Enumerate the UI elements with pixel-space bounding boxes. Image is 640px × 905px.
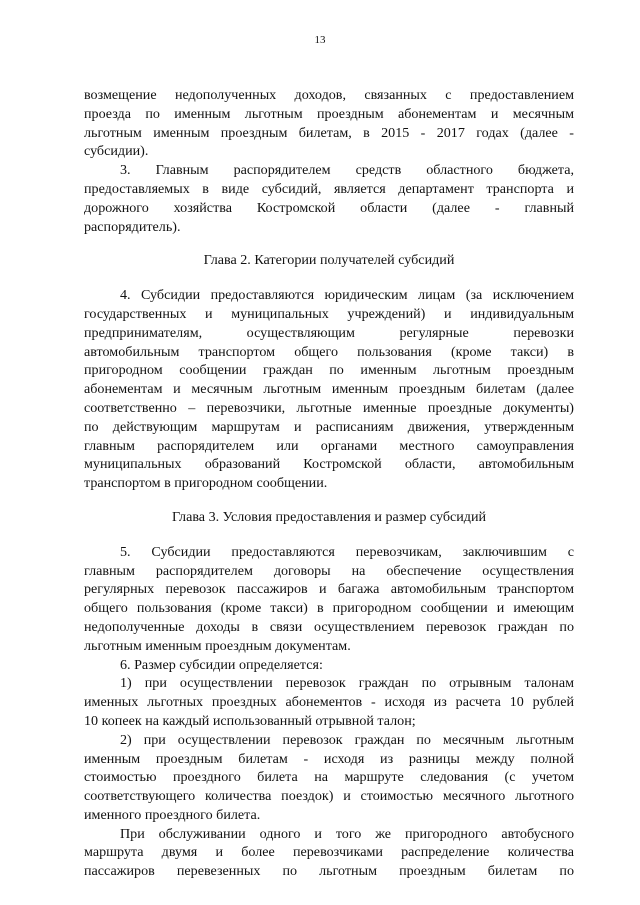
text-line: автомобильным транспортом общего пользования (кроме такси) в	[84, 343, 574, 360]
list-item-2	[84, 731, 574, 825]
text-line: пригородном сообщении граждан по именным льготным проездным	[84, 362, 574, 379]
text-line: 4. Субсидии предоставляются юридическим лицам (за исключением	[120, 287, 574, 304]
text-line: субсидии).	[84, 143, 149, 160]
text-line: льготным именным проездным документам.	[84, 637, 351, 654]
text-line: именных льготных проездных абонементов - исходя из расчета 10 рублей	[84, 694, 574, 711]
text-line: При обслуживании одного и того же пригородного автобусного	[120, 825, 574, 842]
text-line: возмещение недополученных доходов, связанных с предоставлением	[84, 87, 574, 103]
paragraph-clause-3	[84, 161, 574, 236]
text-line: именным проездным билетам - исходя из разницы между полной	[84, 750, 574, 767]
text-line: транспортом в пригородном сообщении.	[84, 475, 328, 492]
text-line: по действующим маршрутам и расписаниям движения, утвержденным	[84, 418, 574, 435]
paragraph-route-servicing	[84, 825, 574, 881]
text-line: стоимостью проездного билета на маршруте следования (с учетом	[84, 769, 574, 786]
text-line: распорядитель).	[84, 218, 181, 235]
text-line: абонементам и месячным льготным именным проездным билетам (далее	[84, 381, 574, 398]
text-line: предпринимателям, осуществляющим регулярные перевозки	[84, 324, 574, 341]
page-number: 13	[314, 34, 326, 46]
text-line: главным распорядителем или органами местного самоуправления	[84, 437, 574, 454]
text-line: маршрута двумя и более перевозчиками распределение количества	[84, 844, 574, 861]
chapter-3-heading: Глава 3. Условия предоставления и размер субсидий	[171, 508, 487, 525]
text-line: 6. Размер субсидии определяется:	[120, 656, 323, 673]
text-line: муниципальных образований Костромской области, автомобильным	[84, 456, 574, 473]
text-line: главным распорядителем договоры на обеспечение осуществления	[84, 562, 574, 579]
text-line: общего пользования (кроме такси) в пригородном сообщении и имеющим	[84, 600, 574, 617]
text-line: соответственно – перевозчики, льготные именные проездные документы)	[84, 399, 574, 416]
text-line: дорожного хозяйства Костромской области (далее - главный	[84, 199, 574, 216]
text-line: 10 копеек на каждый использованный отрывной талон;	[84, 712, 416, 729]
text-line: льготным именным проездным билетам, в 2015 - 2017 годах (далее -	[84, 124, 574, 141]
paragraph-subsidy-purpose	[84, 86, 574, 161]
text-line: 5. Субсидии предоставляются перевозчикам, заключившим с	[120, 543, 574, 560]
text-line: недополученные доходы в связи осуществлением перевозок граждан по	[84, 618, 574, 635]
text-line: именного проездного билета.	[84, 806, 261, 823]
text-line: 1) при осуществлении перевозок граждан по отрывным талонам	[120, 675, 574, 692]
paragraph-clause-6	[84, 656, 574, 675]
text-line: проезда по именным льготным проездным абонементам и месячным	[84, 105, 574, 122]
text-line: государственных и муниципальных учреждений) и индивидуальным	[84, 305, 574, 322]
text-line: предоставляемых в виде субсидий, является департамент транспорта и	[84, 180, 574, 197]
text-line: регулярных перевозок пассажиров и багажа автомобильным транспортом	[84, 581, 574, 598]
list-item-1	[84, 674, 574, 730]
chapter-2-heading: Глава 2. Категории получателей субсидий	[203, 252, 455, 269]
paragraph-clause-5	[84, 543, 574, 656]
text-line: 3. Главным распорядителем средств областного бюджета,	[120, 162, 574, 179]
text-line: соответствующего количества поездок) и стоимостью месячного льготного	[84, 788, 574, 805]
document-body	[84, 86, 574, 881]
paragraph-clause-4	[84, 286, 574, 493]
text-line: пассажиров перевезенных по льготным проездным билетам по	[84, 863, 574, 880]
text-line: 2) при осуществлении перевозок граждан по месячным льготным	[120, 731, 574, 748]
